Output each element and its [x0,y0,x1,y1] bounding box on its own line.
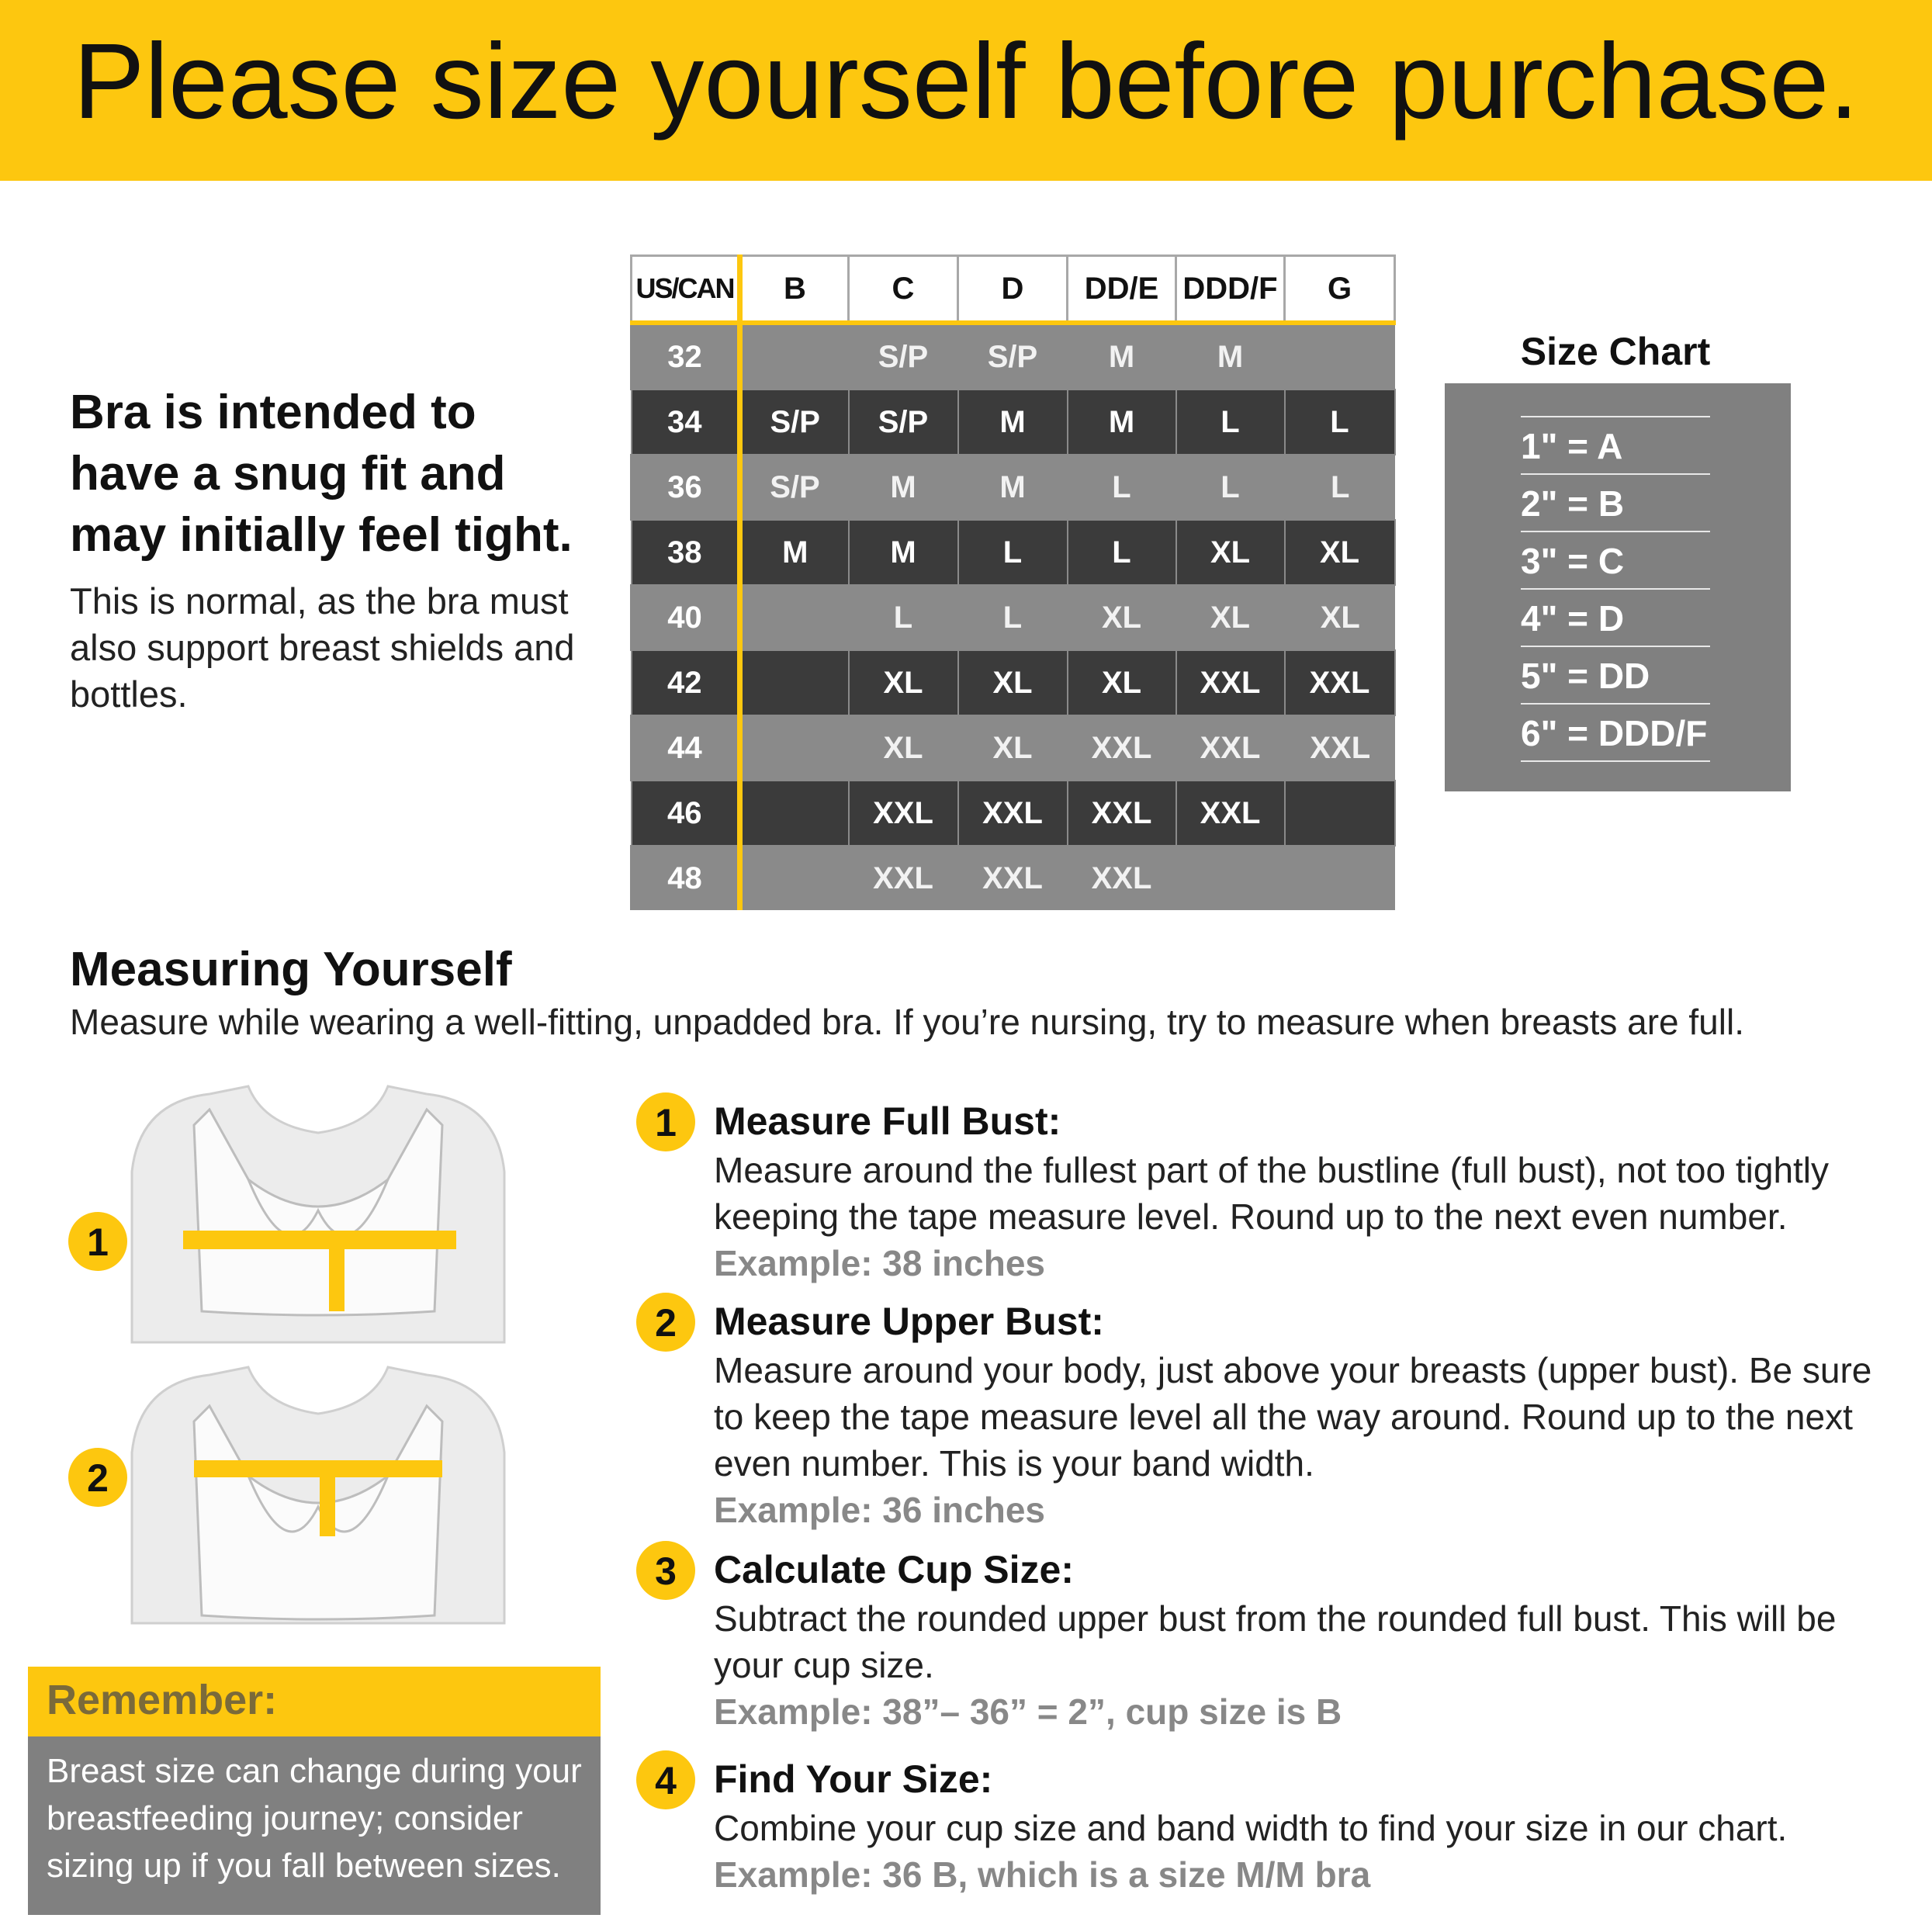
size-cell: M [1068,323,1176,390]
header-cell: C [849,256,958,324]
size-cell [740,323,849,390]
band-size-cell: 44 [632,715,740,781]
size-table-row [632,846,1395,910]
size-cell: M [1176,323,1285,390]
size-cell: M [740,520,849,585]
step-title: Calculate Cup Size: [714,1548,1074,1591]
size-cell: XXL [1068,846,1176,910]
step-example: Example: 36 B, which is a size M/M bra [714,1854,1371,1895]
cup-chart-item: 2" = B [1521,475,1710,532]
size-cell: L [1068,455,1176,520]
band-size-cell: 38 [632,520,740,585]
size-cell: L [1285,455,1395,520]
step-text: Measure around your body, just above your breasts (upper bust). Be sure to keep the tape measure level all the way around. Round up to the next even number. This is your band width. [714,1350,1872,1484]
band-size-cell: 46 [632,781,740,846]
band-size-cell: 42 [632,650,740,715]
size-table-row [632,781,1395,846]
size-cell [740,650,849,715]
step-example: Example: 38”– 36” = 2”, cup size is B [714,1691,1342,1732]
size-cell: XL [958,650,1068,715]
size-cell: S/P [740,455,849,520]
step-1 [714,1096,1893,1286]
size-cell: L [1068,520,1176,585]
cup-chart-title: Size Chart [1520,330,1711,373]
size-cell [740,781,849,846]
size-cell: XXL [1176,715,1285,781]
size-cell [1285,846,1395,910]
size-cell [740,585,849,650]
size-cell [740,715,849,781]
full-bust-illustration [109,1079,543,1358]
size-cell: XXL [958,781,1068,846]
size-cell: S/P [849,323,958,390]
step-title: Measure Full Bust: [714,1099,1061,1143]
remember-text: Breast size can change during your breastfeeding journey; consider sizing up if you fall between sizes. [47,1752,582,1885]
band-size-cell: 40 [632,585,740,650]
step-text: Measure around the fullest part of the bustline (full bust), not too tightly keeping the tape measure level. Round up to the next even number. [714,1150,1830,1237]
header-cell: DD/E [1068,256,1176,324]
cup-chart-item: 1" = A [1521,417,1710,475]
cup-chart-item: 6" = DDD/F [1521,705,1710,762]
upper-bust-illustration [109,1359,543,1639]
size-cell: L [1176,455,1285,520]
step-text: Subtract the rounded upper bust from the rounded full bust. This will be your cup size. [714,1598,1837,1685]
size-cell: XXL [958,846,1068,910]
page-title: Please size yourself before purchase. [73,22,1859,141]
size-cell: XXL [1285,715,1395,781]
header-cell: US/CAN [632,256,740,324]
header-cell: D [958,256,1068,324]
header-cell: B [740,256,849,324]
step-badge-3: 3 [636,1541,695,1600]
size-cell: XL [849,715,958,781]
size-cell: L [958,585,1068,650]
size-cell: XL [849,650,958,715]
step-badge-1: 1 [636,1092,695,1151]
band-size-cell: 32 [632,323,740,390]
step-example: Example: 36 inches [714,1490,1045,1530]
size-cell: L [1285,390,1395,455]
cup-chart-item: 4" = D [1521,590,1710,647]
fit-notice-heading: Bra is intended to have a snug fit and may initially feel tight. [70,386,573,562]
size-table-row [632,715,1395,781]
measuring-subtitle: Measure while wearing a well-fitting, unpadded bra. If you’re nursing, try to measure when breasts are full. [70,1002,1744,1042]
illustration-badge-2: 2 [68,1448,127,1507]
size-cell: S/P [849,390,958,455]
size-cell: XXL [1176,781,1285,846]
header-cell: DDD/F [1176,256,1285,324]
size-table-row [632,455,1395,520]
size-cell: XL [1176,520,1285,585]
band-size-cell: 34 [632,390,740,455]
size-table-header-row [632,256,1395,324]
size-table-row [632,323,1395,390]
size-cell: M [849,520,958,585]
step-badge-2: 2 [636,1293,695,1352]
step-example: Example: 38 inches [714,1243,1045,1283]
size-table-row [632,585,1395,650]
size-cell: XL [958,715,1068,781]
size-cell: S/P [958,323,1068,390]
step-4 [714,1754,1893,1898]
band-size-cell: 48 [632,846,740,910]
size-cell [1285,323,1395,390]
size-cell: XL [1285,585,1395,650]
size-cell: XL [1068,650,1176,715]
step-2 [714,1296,1893,1533]
size-cell: L [849,585,958,650]
size-cell: XXL [849,846,958,910]
cup-chart-item: 5" = DD [1521,647,1710,705]
cup-chart-item: 3" = C [1521,532,1710,590]
size-table [630,254,1396,910]
size-cell: L [958,520,1068,585]
step-text: Combine your cup size and band width to find your size in our chart. [714,1808,1788,1848]
measuring-title: Measuring Yourself [70,943,512,996]
size-table-row [632,390,1395,455]
size-cell: XXL [1285,650,1395,715]
band-size-cell: 36 [632,455,740,520]
size-cell [1285,781,1395,846]
size-cell: XL [1285,520,1395,585]
size-cell: L [1176,390,1285,455]
size-cell: S/P [740,390,849,455]
size-cell: M [958,390,1068,455]
fit-notice-body: This is normal, as the bra must also support breast shields and bottles. [70,580,575,715]
step-title: Measure Upper Bust: [714,1300,1104,1343]
size-cell: XXL [1068,781,1176,846]
size-cell: M [958,455,1068,520]
remember-title: Remember: [47,1677,278,1723]
header-cell: G [1285,256,1395,324]
cup-chart-list [1521,416,1710,762]
size-cell: XL [1176,585,1285,650]
size-cell: XXL [1176,650,1285,715]
size-cell: XL [1068,585,1176,650]
size-cell: XXL [1068,715,1176,781]
step-badge-4: 4 [636,1750,695,1809]
size-cell: M [849,455,958,520]
size-table-row [632,520,1395,585]
step-3 [714,1544,1893,1735]
size-table-row [632,650,1395,715]
size-cell: M [1068,390,1176,455]
size-cell: XXL [849,781,958,846]
size-cell [740,846,849,910]
illustration-badge-1: 1 [68,1212,127,1271]
step-title: Find Your Size: [714,1757,993,1801]
size-cell [1176,846,1285,910]
